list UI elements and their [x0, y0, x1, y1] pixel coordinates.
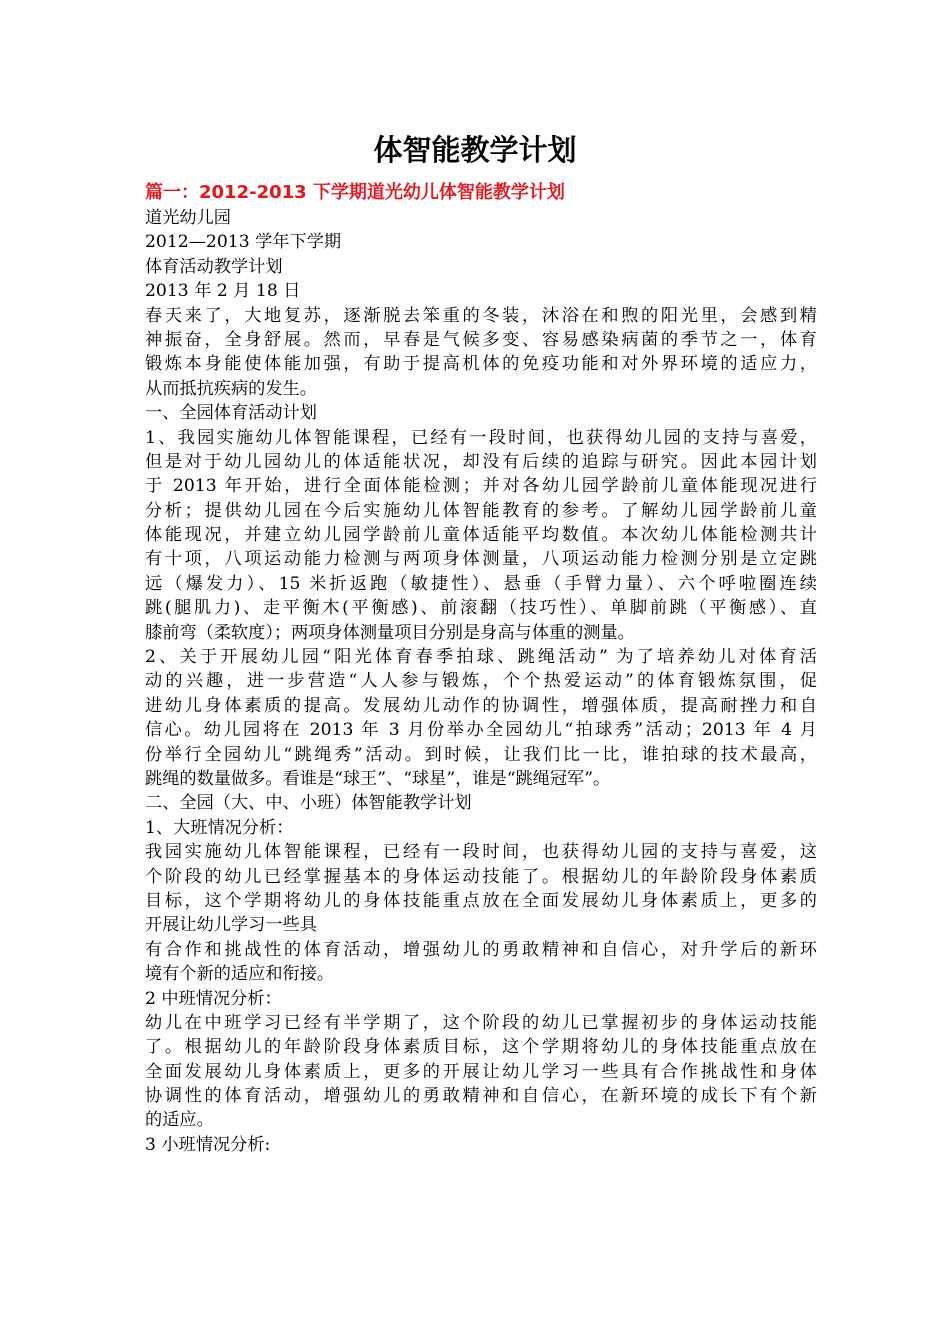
body-line: 的适应。	[145, 1110, 214, 1131]
body-line: 进幼儿身体素质的提高。发展幼儿动作的协调性，增强体质，提高耐挫力和自	[145, 695, 817, 716]
body-line: 神振奋，全身舒展。然而，早春是气候多变、容易感染病菌的季节之一，体育	[145, 329, 817, 350]
body-line: 二、全园（大、中、小班）体智能教学计划	[145, 793, 472, 814]
body-line: 有合作和挑战性的体育活动，增强幼儿的勇敢精神和自信心，对升学后的新环	[145, 939, 817, 960]
body-line: 份举行全园幼儿“跳绳秀”活动。到时候，让我们比一比，谁拍球的技术最高，	[145, 744, 817, 765]
document-title: 体智能教学计划	[373, 133, 577, 167]
body-line: 道光幼儿园	[145, 208, 231, 228]
body-line: 1、大班情况分析：	[145, 817, 294, 838]
body-line: 2、关于开展幼儿园“阳光体育春季拍球、跳绳活动” 为了培养幼儿对体育活	[145, 647, 817, 668]
body-line: 协调性的体育活动，增强幼儿的勇敢精神和自信心，在新环境的成长下有个新	[145, 1086, 817, 1107]
body-line: 跳绳的数量做多。看谁是“球王”、“球星”，谁是“跳绳冠军”。	[145, 768, 611, 789]
document-body	[145, 206, 817, 1157]
body-line: 一、全园体育活动计划	[145, 403, 317, 424]
body-line: 开展让幼儿学习一些具	[145, 915, 317, 936]
body-line: 有十项，八项运动能力检测与两项身体测量，八项运动能力检测分别是立定跳	[145, 549, 817, 570]
body-line: 跳(腿肌力)、走平衡木(平衡感)、前滚翻（技巧性）、单脚前跳（平衡感）、直	[145, 598, 817, 619]
body-line: 2013 年 2 月 18 日	[145, 281, 301, 302]
body-line: 锻炼本身能使体能加强，有助于提高机体的免疫功能和对外界环境的适应力，	[145, 354, 817, 375]
body-line: 春天来了，大地复苏，逐渐脱去笨重的冬装，沐浴在和煦的阳光里，会感到精	[145, 305, 817, 326]
body-line: 体能现况，并建立幼儿园学龄前儿童体适能平均数值。本次幼儿体能检测共计	[145, 525, 817, 546]
body-line: 目标，这个学期将幼儿的身体技能重点放在全面发展幼儿身体素质上，更多的	[145, 890, 817, 911]
body-line: 体育活动教学计划	[145, 256, 283, 277]
body-line: 幼儿在中班学习已经有半学期了，这个阶段的幼儿已掌握初步的身体运动技能	[145, 1012, 817, 1033]
body-line: 3 小班情况分析:	[145, 1134, 271, 1155]
body-line: 动的兴趣，进一步营造“人人参与锻炼，个个热爱运动”的体育锻炼氛围，促	[145, 671, 817, 692]
body-line: 但是对于幼儿园幼儿的体适能状况，却没有后续的追踪与研究。因此本园计划	[145, 451, 817, 472]
body-line: 从而抵抗疾病的发生。	[145, 378, 317, 399]
body-line: 全面发展幼儿身体素质上，更多的开展让幼儿学习一些具有合作挑战性和身体	[145, 1061, 817, 1082]
body-line: 2 中班情况分析：	[145, 988, 282, 1009]
body-line: 了。根据幼儿的年龄阶段身体素质目标，这个学期将幼儿的身体技能重点放在	[145, 1037, 817, 1058]
body-line: 分析；提供幼儿园在今后实施幼儿体智能教育的参考。了解幼儿园学龄前儿童	[145, 500, 817, 521]
section-heading: 篇一：2012-2013 下学期道光幼儿体智能教学计划	[145, 182, 565, 203]
body-line: 于 2013 年开始，进行全面体能检测；并对各幼儿园学龄前儿童体能现况进行	[145, 476, 817, 497]
body-line: 2012—2013 学年下学期	[145, 232, 342, 253]
body-line: 境有个新的适应和衔接。	[145, 964, 335, 985]
body-line: 远（爆发力）、15 米折返跑（敏捷性）、悬垂（手臂力量）、六个呼啦圈连续	[145, 573, 817, 594]
body-line: 我园实施幼儿体智能课程，已经有一段时间，也获得幼儿园的支持与喜爱，这	[145, 842, 817, 863]
body-line: 膝前弯（柔软度）；两项身体测量项目分别是身高与体重的测量。	[145, 622, 635, 643]
body-line: 1、我园实施幼儿体智能课程，已经有一段时间，也获得幼儿园的支持与喜爱，	[145, 427, 817, 448]
body-line: 信心。幼儿园将在 2013 年 3 月份举办全园幼儿“拍球秀”活动；2013 年 4 月	[145, 720, 817, 741]
body-line: 个阶段的幼儿已经掌握基本的身体运动技能了。根据幼儿的年龄阶段身体素质	[145, 866, 817, 887]
